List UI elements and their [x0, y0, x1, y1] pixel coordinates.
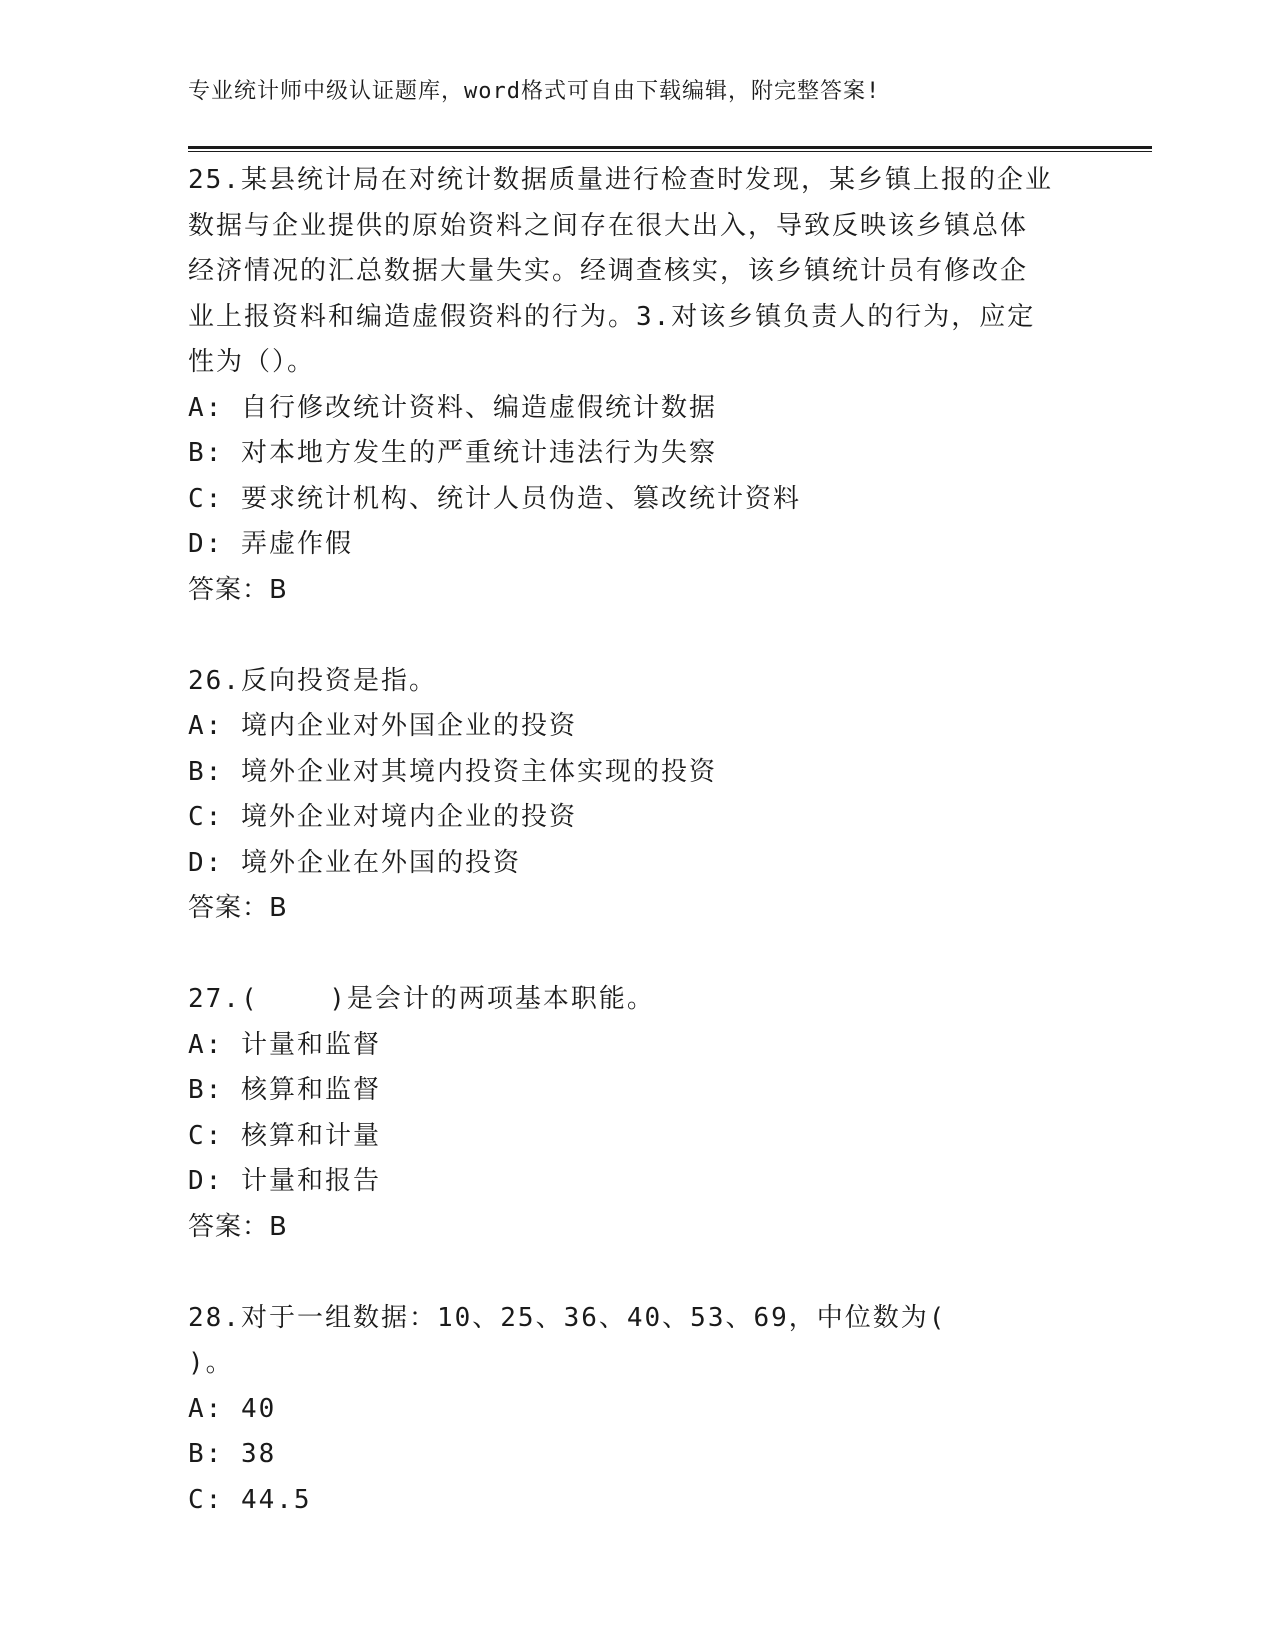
question-26: [188, 659, 1088, 932]
option-d: D: 境外企业在外国的投资: [188, 847, 521, 878]
question-stem-line: 经济情况的汇总数据大量失实。经调查核实，该乡镇统计员有修改企: [188, 256, 1029, 286]
option-c: C: 境外企业对境内企业的投资: [188, 802, 577, 832]
question-25: [188, 158, 1088, 613]
question-stem-line: 业上报资料和编造虚假资料的行为。3.对该乡镇负责人的行为，应定: [188, 301, 1036, 332]
question-stem-line: 26.反向投资是指。: [188, 665, 437, 696]
page-header: 专业统计师中级认证题库，word格式可自由下载编辑，附完整答案!: [188, 79, 881, 104]
question-27: [188, 977, 1088, 1250]
option-b: B: 核算和监督: [188, 1075, 381, 1105]
question-stem-line: 28.对于一组数据：10、25、36、40、53、69，中位数为( )。: [188, 1302, 1053, 1378]
header-rule-thin: [188, 151, 1152, 152]
option-c: C: 核算和计量: [188, 1120, 381, 1151]
option-a: A: 境内企业对外国企业的投资: [188, 711, 577, 741]
question-stem-line: 性为（）。: [188, 347, 316, 377]
option-d: D: 弄虚作假: [188, 529, 353, 559]
question-stem-line: 数据与企业提供的原始资料之间存在很大出入，导致反映该乡镇总体: [188, 210, 1029, 241]
header-rule-thick: [188, 146, 1152, 149]
answer-line: 答案：B: [188, 1211, 288, 1242]
option-b: B: 对本地方发生的严重统计违法行为失察: [188, 438, 717, 468]
answer-line: 答案：B: [188, 893, 288, 923]
question-28: [188, 1296, 1088, 1524]
option-a: A: 40: [188, 1393, 277, 1424]
question-stem-line: 27.( )是会计的两项基本职能。: [188, 984, 655, 1014]
answer-line: 答案：B: [188, 574, 288, 605]
option-b: B: 境外企业对其境内投资主体实现的投资: [188, 756, 717, 787]
option-a: A: 计量和监督: [188, 1029, 381, 1060]
question-stem-line: 25.某县统计局在对统计数据质量进行检查时发现，某乡镇上报的企业: [188, 165, 1053, 195]
question-list: [188, 158, 1088, 1569]
option-c: C: 要求统计机构、统计人员伪造、篡改统计资料: [188, 483, 801, 514]
option-b: B: 38: [188, 1439, 277, 1469]
option-a: A: 自行修改统计资料、编造虚假统计数据: [188, 392, 717, 423]
option-c: C: 44.5: [188, 1484, 312, 1515]
option-d: D: 计量和报告: [188, 1166, 381, 1196]
